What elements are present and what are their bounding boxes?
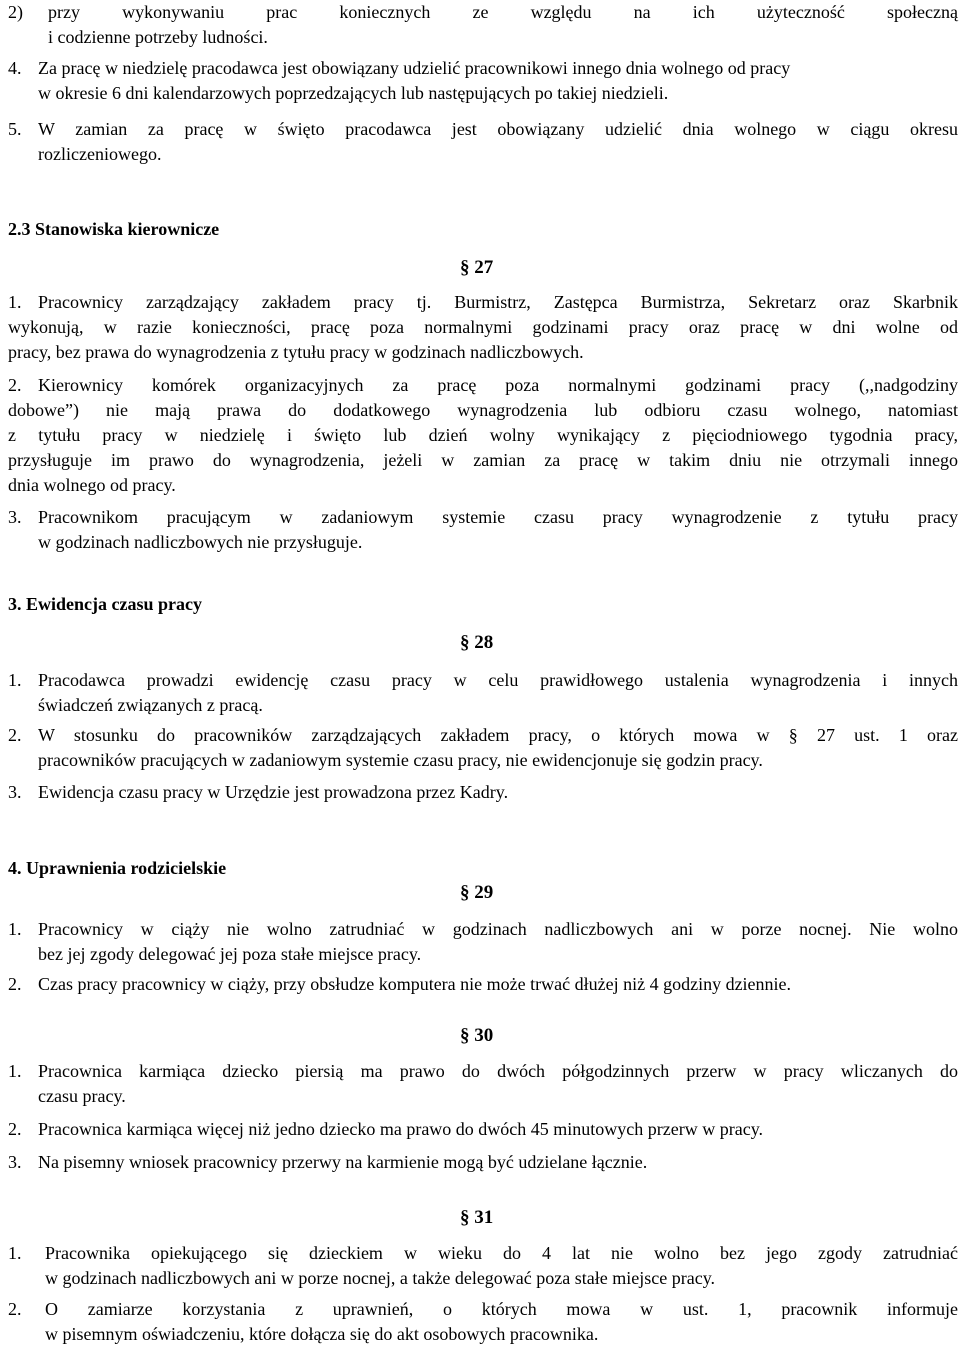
list-item-27-1	[8, 290, 958, 365]
item-text: Kierownicy komórek organizacyjnych za pracę poza normalnymi godzinami pracy (,,nadgodziny	[38, 375, 958, 395]
list-item-31-2	[8, 1297, 958, 1347]
list-item-29-1	[8, 917, 958, 967]
item-number: 2)	[8, 2, 23, 22]
list-item-28-1	[8, 668, 958, 718]
paragraph-28: § 28	[460, 632, 494, 653]
item-number: 1.	[8, 292, 22, 312]
list-item-31-1	[8, 1241, 958, 1291]
item-number: 1.	[8, 1061, 22, 1081]
item-text: Pracownika opiekującego się dzieckiem w wieku do 4 lat nie wolno bez jego zgody zatrudniać w godzinach nadliczbowych ani w porze nocnej, a także delegować poza stałe miejsce pracy.	[45, 1243, 958, 1288]
list-item-28-2	[8, 723, 958, 773]
list-item-4	[8, 56, 958, 106]
item-text: Czas pracy pracownicy w ciąży, przy obsłudze komputera nie może trwać dłużej niż 4 godziny dziennie.	[38, 974, 792, 994]
item-number: 2.	[8, 725, 22, 745]
paragraph-30: § 30	[460, 1025, 494, 1046]
list-item-30-1	[8, 1059, 958, 1109]
item-number: 3.	[8, 1152, 22, 1172]
item-number: 4.	[8, 58, 22, 78]
item-number: 1.	[8, 919, 22, 939]
item-number: 2.	[8, 1299, 22, 1319]
item-number: 5.	[8, 119, 22, 139]
section-heading-4: 4. Uprawnienia rodzicielskie	[8, 858, 227, 878]
item-text: O zamiarze korzystania z uprawnień, o których mowa w ust. 1, pracownik informuje w pisemnym oświadczeniu, które dołącza się do akt osobowych pracownika.	[45, 1299, 958, 1344]
item-text: Pracownicy w ciąży nie wolno zatrudniać w godzinach nadliczbowych ani w porze nocnej. Nie wolno bez jej zgody delegować jej poza stałe miejsce pracy.	[38, 919, 958, 964]
list-item-27-2	[8, 373, 958, 498]
list-item-5	[8, 117, 958, 167]
item-text-cont: i codzienne potrzeby ludności.	[48, 27, 268, 47]
item-text-cont: wykonują, w razie konieczności, pracę poza normalnymi godzinami pracy oraz pracę w dni wolne od pracy, bez prawa do wynagrodzenia z tytułu pracy w godzinach nadliczbowych.	[8, 317, 958, 362]
paragraph-31: § 31	[460, 1207, 494, 1228]
list-item-2	[8, 0, 958, 50]
item-text: Pracownica karmiąca więcej niż jedno dziecko ma prawo do dwóch 45 minutowych przerw w pracy.	[38, 1119, 764, 1139]
item-text: Za pracę w niedzielę pracodawca jest obowiązany udzielić pracownikowi innego dnia wolnego od pracy w okresie 6 dni kalendarzowych poprzedzających lub następujących po takiej niedzieli.	[38, 58, 791, 103]
list-item-30-2	[8, 1117, 958, 1142]
item-text: W zamian za pracę w święto pracodawca jest obowiązany udzielić dnia wolnego w ciągu okresu rozliczeniowego.	[38, 119, 958, 164]
item-number: 2.	[8, 1119, 22, 1139]
item-number: 3.	[8, 782, 22, 802]
item-number: 1.	[8, 1243, 22, 1263]
item-text: przy wykonywaniu prac koniecznych ze względu na ich użyteczność społeczną	[48, 2, 958, 22]
section-heading-2-3: 2.3 Stanowiska kierownicze	[8, 219, 220, 239]
item-text: Pracownica karmiąca dziecko piersią ma prawo do dwóch półgodzinnych przerw w pracy wliczanych do czasu pracy.	[38, 1061, 958, 1106]
paragraph-27: § 27	[460, 257, 494, 278]
item-number: 2.	[8, 974, 22, 994]
item-number: 1.	[8, 670, 22, 690]
list-item-27-3	[8, 505, 958, 555]
paragraph-29: § 29	[460, 882, 494, 903]
item-text: Na pisemny wniosek pracownicy przerwy na karmienie mogą być udzielane łącznie.	[38, 1152, 648, 1172]
item-text: Ewidencja czasu pracy w Urzędzie jest prowadzona przez Kadry.	[38, 782, 509, 802]
list-item-29-2	[8, 972, 958, 997]
list-item-30-3	[8, 1150, 958, 1175]
list-item-28-3	[8, 780, 958, 805]
item-text: Pracownicy zarządzający zakładem pracy tj. Burmistrz, Zastępca Burmistrza, Sekretarz oraz Skarbnik	[38, 292, 958, 312]
item-text: Pracodawca prowadzi ewidencję czasu pracy w celu prawidłowego ustalenia wynagrodzenia i innych świadczeń związanych z pracą.	[38, 670, 958, 715]
item-number: 2.	[8, 375, 22, 395]
item-text: Pracownikom pracującym w zadaniowym systemie czasu pracy wynagrodzenie z tytułu pracy w godzinach nadliczbowych nie przysługuje.	[38, 507, 958, 552]
item-number: 3.	[8, 507, 22, 527]
item-text-cont: dobowe”) nie mają prawa do dodatkowego wynagrodzenia lub odbioru czasu wolnego, natomiast z tytułu pracy w niedzielę i święto lub dzień wolny wynikający z pięciodniowego tygodnia pracy, przysługuje im prawo do wynagrodzenia, jeżeli w zamian za pracę w takim dniu nie otrzymali innego dnia wolnego od pracy.	[8, 400, 958, 495]
item-text: W stosunku do pracowników zarządzających zakładem pracy, o których mowa w § 27 ust. 1 oraz pracowników pracujących w zadaniowym systemie czasu pracy, nie ewidencjonuje się godzin pracy.	[38, 725, 958, 770]
section-heading-3: 3. Ewidencja czasu pracy	[8, 594, 202, 614]
